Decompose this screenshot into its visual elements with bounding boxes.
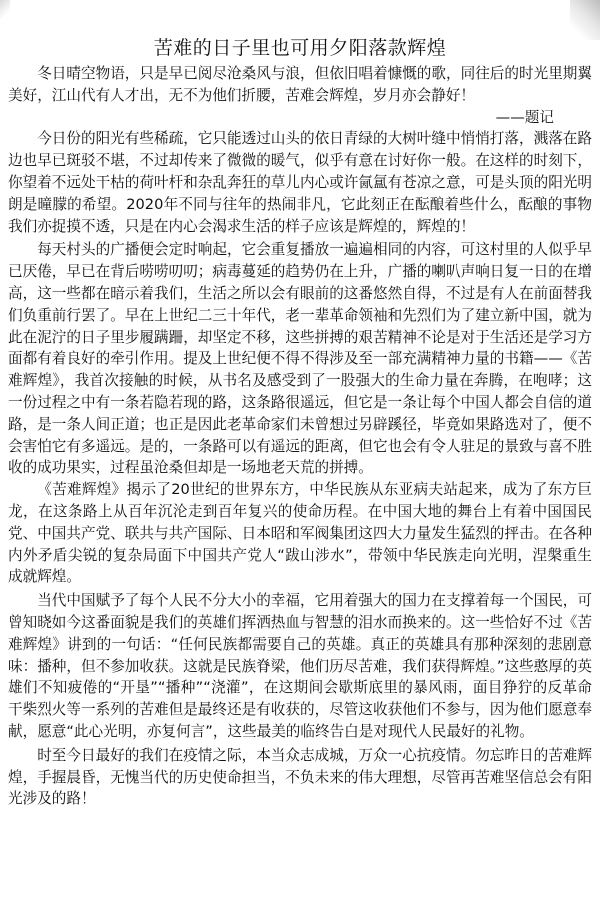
document-body bbox=[8, 63, 592, 810]
document-title: 苦难的日子里也可用夕阳落款辉煌 bbox=[153, 37, 447, 59]
paragraph-4: 当代中国赋予了每个人民不分大小的幸福，它用着强大的国力在支撑着每一个国民，可曾知晓如今这番面貌是我们的英雄们挥洒热血与智慧的泪水而换来的。这一些恰好不过《苦难辉煌》讲到的一句话：“任何民族都需要自己的英雄。真正的英雄具有那种深刻的悲剧意味：播种，但不参加收获。这就是民族脊梁，他们历尽苦难，我们获得辉煌。”这些憨厚的英雄们不知疲倦的“开垦”“播种”“浇灌”，在这期间会歇斯底里的暴风雨，面目狰狞的反革命干柴烈火等一系列的苦难但是最终还是有收获的，尽管这收获他们不参与，因为他们愿意奉献，愿意“此心光明，亦复何言”，这些最美的临终告白是对现代人民最好的礼物。 bbox=[8, 592, 593, 740]
paragraph-3: 《苦难辉煌》揭示了20世纪的世界东方，中华民族从东亚病夫站起来，成为了东方巨龙，在这条路上从百年沉沦走到百年复兴的使命历程。在中国大地的舞台上有着中国国民党、中国共产党、联共与共产国际、日本昭和军阀集团这四大力量发生猛烈的抨击。在各种内外矛盾尖锐的复杂局面下中国共产党人“跋山涉水”，带领中华民族走向光明，涅槃重生成就辉煌。 bbox=[8, 481, 592, 586]
paragraph-5: 时至今日最好的我们在疫情之际，本当众志成城，万众一心抗疫情。勿忘昨日的苦难辉煌，手握晨昏，无愧当代的历史使命担当，不负未来的伟大理想，尽管再苦难坚信总会有阳光涉及的路！ bbox=[8, 746, 592, 808]
epigraph: 冬日晴空物语，只是早已阅尽沧桑风与浪，但依旧唱着慷慨的歌，同往后的时光里期翼美好，江山代有人才出，无不为他们折腰，苦难会辉煌，岁月亦会静好！ bbox=[8, 65, 592, 104]
scan-shadow-left bbox=[0, 0, 10, 20]
paragraph-2: 每天村头的广播便会定时响起，它会重复播放一遍遍相同的内容，可这村里的人似乎早已厌倦，早已在背后唠唠叨叨；病毒蔓延的趋势仍在上升，广播的喇叭声响日复一日的在增高，这一些都在暗示着我们，生活之所以会有眼前的这番悠然自得，不过是有人在前面替我们负重前行罢了。早在上世纪二三十年代，老一辈革命领袖和先烈们为了建立新中国，就为此在泥泞的日子里步履蹒跚，却坚定不移，这些拼搏的艰苦精神不论是对于生活还是学习方面都有着良好的牵引作用。提及上世纪便不得不得涉及至一部充满精神力量的书籍——《苦难辉煌》，我首次接触的时候，从书名及感受到了一股强大的生命力量在奔腾，在咆哮；这一份过程之中有一条若隐若现的路，这条路很遥远，但它是一条让每个中国人都会自信的道路，是一条人间正道；也正是因此老革命家们未曾想过另辟蹊径，毕竟如果路选对了，便不会害怕它有多遥远。是的，一条路可以有遥远的距离，但它也会有令人驻足的景致与喜不胜收的成功果实，过程虽沧桑但却是一场地老天荒的拼搏。 bbox=[8, 241, 592, 477]
epigraph-signature: ——题记 bbox=[495, 108, 554, 126]
paragraph-1: 今日份的阳光有些稀疏，它只能透过山头的依日青绿的大树叶缝中悄悄打落，溅落在路边也早已斑驳不堪，不过却传来了微微的暖气，似乎有意在讨好你一般。在这样的时刻下，你望着不远处干枯的荷叶杆和杂乱奔狂的草儿内心或许氤氲有苍凉之意，可是头顶的阳光明朗是曈朦的希望。2020年不同与往年的热闹非凡，它此刻正在酝酿着些什么，酝酿的事物我们亦捉摸不透，只是在内心会渴求生活的样子应该是辉煌的，辉煌的！ bbox=[8, 130, 592, 235]
